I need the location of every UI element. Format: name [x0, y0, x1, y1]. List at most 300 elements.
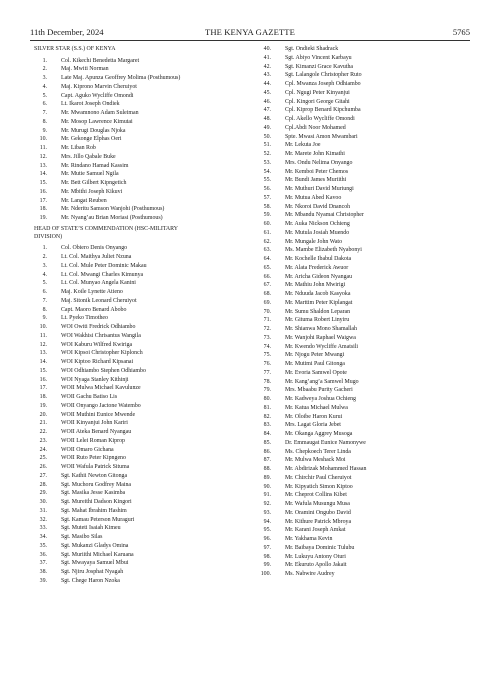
item-number: 77. — [263, 369, 271, 376]
list-item — [258, 299, 474, 308]
list-item — [258, 89, 474, 98]
item-number: 58. — [263, 203, 271, 210]
item-name: WOII Mulwa Michael Kavulunze — [61, 385, 141, 392]
list-item — [258, 491, 474, 500]
list-item — [34, 411, 250, 420]
item-name: WOII Ateka Benard Nyangau — [61, 429, 132, 435]
item-number: 80. — [263, 396, 271, 402]
item-number: 27. — [39, 472, 47, 479]
item-number: 29. — [39, 490, 47, 497]
item-name: Maj. Mwiti Norman — [61, 66, 109, 73]
item-name: Mr. Nderitu Samson Wanjohi (Posthumous) — [61, 206, 165, 213]
page-number: 5765 — [452, 27, 470, 37]
item-name: Mr. Langat Reuben — [61, 197, 107, 204]
item-name: Capt. Maoro Benard Abobo — [61, 306, 127, 313]
item-number: 15. — [39, 367, 47, 374]
item-number: 93. — [263, 509, 271, 516]
item-name: Mr. Chirchir Paul Cheruiyot — [285, 474, 352, 481]
list-item — [258, 448, 474, 457]
item-number: 20. — [39, 411, 47, 418]
item-number: 54. — [263, 168, 271, 175]
list-item — [258, 176, 474, 185]
item-name: Sgt. Kimanzi Grace Kavutha — [285, 63, 354, 70]
item-number: 76. — [263, 361, 271, 367]
item-name: Mr. Katua Michael Mulwa — [285, 404, 348, 411]
list-item — [258, 561, 474, 570]
item-name: Mr. Bett Gilbert Kipngetich — [61, 180, 127, 186]
item-name: Sgt. Mukanzi Gladys Omina — [61, 542, 129, 549]
item-number: 78. — [263, 378, 271, 385]
item-name: Ms. Chepkoech Terer Linda — [285, 448, 351, 455]
item-name: Maj. Kiprono Marvin Cheruiyot — [61, 83, 137, 90]
list-item — [34, 332, 250, 341]
item-number: 89. — [263, 474, 271, 481]
item-name: Mr. Mulwa Meshack Moi — [285, 457, 346, 464]
item-number: 60. — [263, 221, 271, 227]
item-number: 12. — [39, 341, 47, 348]
item-name: Mr. Marete John Kimathi — [285, 151, 345, 157]
list-item — [258, 290, 474, 299]
section-heading-hsc — [34, 225, 250, 241]
item-name: Mr. Gekonge Elphas Oeri — [61, 136, 122, 143]
item-number: 19. — [39, 402, 47, 409]
list-item — [258, 71, 474, 80]
item-name: WOII Muthini Eunice Mwende — [61, 411, 136, 418]
item-name: Mr. Abdirizak Mohammed Hassan — [285, 466, 367, 472]
item-name: WOI Odhiambo Stephen Odhiambo — [61, 367, 146, 374]
list-item — [258, 54, 474, 63]
item-number: 95. — [263, 527, 271, 534]
item-number: 49. — [263, 124, 271, 131]
list-item — [34, 516, 250, 525]
item-number: 26. — [39, 464, 47, 470]
item-name: Maj. Koile Lynette Atieno — [61, 289, 123, 295]
item-number: 94. — [263, 518, 271, 525]
item-name: Mr. Mathiu John Mwirigi — [285, 282, 346, 289]
list-item — [34, 507, 250, 516]
item-name: Mr. Njogu Peter Mwangi — [285, 352, 345, 359]
item-name: Sgt. Muchoru Godfrey Maina — [61, 481, 132, 488]
item-number: 91. — [263, 492, 271, 499]
item-number: 98. — [263, 553, 271, 560]
list-item — [34, 358, 250, 367]
list-item — [34, 551, 250, 560]
list-item — [258, 229, 474, 238]
item-number: 25. — [39, 455, 47, 462]
item-name: Mr. Nyang’au Brian Moriasi (Posthumous) — [61, 215, 163, 221]
item-name: Mr. Auka Nickson Ochieng — [285, 221, 350, 227]
item-name: Mr. Mosop Lawrence Kimutai — [61, 118, 133, 125]
silver-star-list — [34, 57, 250, 223]
hsc-list-continued — [258, 45, 474, 579]
item-number: 61. — [263, 229, 271, 236]
list-item — [34, 118, 250, 127]
list-item — [34, 262, 250, 271]
item-name: Mr. Baibaya Dominic Tulubu — [285, 544, 355, 551]
list-item — [34, 214, 250, 223]
item-name: Lt. Col. Munyao Angela Kanini — [61, 280, 136, 287]
item-number: 84. — [263, 431, 271, 437]
item-number: 41. — [263, 54, 271, 61]
item-number: 13. — [39, 350, 47, 357]
item-name: Sgt. Abiyo Vincent Karbayu — [285, 54, 352, 61]
item-number: 90. — [263, 483, 271, 490]
item-number: 7. — [42, 297, 47, 304]
item-number: 75. — [263, 352, 271, 359]
item-name: Mrs. Lagat Gloria Jebet — [285, 422, 341, 429]
list-item — [34, 188, 250, 197]
item-number: 99. — [263, 562, 271, 569]
list-item — [258, 544, 474, 553]
list-item — [258, 211, 474, 220]
item-number: 22. — [39, 429, 47, 435]
list-item — [34, 524, 250, 533]
list-item — [258, 194, 474, 203]
item-number: 48. — [263, 116, 271, 122]
list-item — [34, 393, 250, 402]
item-number: 18. — [39, 206, 47, 213]
list-item — [258, 316, 474, 325]
item-name: Mr. Kithure Patrick Mbroya — [285, 518, 352, 525]
list-item — [258, 526, 474, 535]
item-number: 57. — [263, 194, 271, 201]
item-name: Sgt. Muriithi Michael Karuana — [61, 551, 134, 558]
right-column — [258, 45, 474, 579]
list-item — [34, 162, 250, 171]
item-number: 53. — [263, 159, 271, 166]
list-item — [34, 376, 250, 385]
item-number: 62. — [263, 238, 271, 245]
item-name: Cpl.Abdi Noor Mohamed — [285, 124, 346, 131]
list-item — [258, 141, 474, 150]
list-item — [34, 454, 250, 463]
item-number: 79. — [263, 387, 271, 394]
item-number: 16. — [39, 376, 47, 383]
item-name: Spte. Mwasi Amon Mwambari — [285, 133, 358, 140]
item-number: 18. — [39, 394, 47, 400]
item-number: 59. — [263, 212, 271, 219]
left-column — [34, 45, 250, 586]
list-item — [258, 325, 474, 334]
item-name: Mr. Lekuta Joe — [285, 142, 321, 149]
list-item — [258, 45, 474, 54]
item-number: 17. — [39, 197, 47, 204]
item-number: 52. — [263, 151, 271, 157]
list-item — [34, 481, 250, 490]
item-number: 36. — [39, 551, 47, 558]
item-name: Mr. Bundi James Muriithi — [285, 177, 347, 184]
item-number: 72. — [263, 326, 271, 332]
item-number: 9. — [42, 127, 47, 134]
list-item — [258, 264, 474, 273]
item-number: 14. — [39, 171, 47, 178]
item-name: Late Maj. Apunza Geoffrey Molima (Posthumous) — [61, 75, 181, 81]
item-number: 65. — [263, 264, 271, 271]
item-number: 56. — [263, 186, 271, 192]
item-number: 3. — [42, 75, 47, 81]
hsc-list — [34, 244, 250, 585]
item-number: 37. — [39, 560, 47, 567]
item-number: 8. — [42, 306, 47, 313]
list-item — [34, 205, 250, 214]
item-number: 71. — [263, 317, 271, 324]
item-name: WOI Nyaga Stanley Kithinji — [61, 376, 129, 383]
item-name: Lt. Col. Mule Peter Dominic Makau — [61, 262, 147, 269]
item-number: 9. — [42, 315, 47, 322]
list-item — [258, 509, 474, 518]
list-item — [258, 378, 474, 387]
item-name: Lt. Col. Mwangi Charles Kimunya — [61, 271, 144, 278]
list-item — [34, 135, 250, 144]
item-number: 40. — [263, 46, 271, 52]
item-name: Sgt. Mureithi Dadson Kingori — [61, 499, 132, 505]
item-number: 63. — [263, 247, 271, 254]
list-item — [34, 100, 250, 109]
item-number: 92. — [263, 501, 271, 507]
list-item — [258, 80, 474, 89]
item-number: 45. — [263, 89, 271, 96]
item-number: 2. — [42, 66, 47, 73]
item-name: Cpl. Mwanza Joseph Odhiambo — [285, 81, 361, 87]
list-item — [258, 246, 474, 255]
issue-date: 11th December, 2024 — [30, 27, 104, 37]
item-name: Mr. Kang’ang’a Samwel Mugo — [285, 378, 359, 385]
item-name: WOII Ruto Peter Kipngeno — [61, 455, 126, 462]
item-number: 46. — [263, 98, 271, 105]
item-number: 33. — [39, 525, 47, 532]
list-item — [258, 106, 474, 115]
item-name: Ms. Nabwire Audrey — [285, 571, 335, 577]
item-number: 1. — [42, 245, 47, 252]
item-name: WOII Lelei Roman Kiprop — [61, 437, 125, 444]
item-name: Mr. Wanjohi Raphael Waigwa — [285, 334, 356, 341]
item-name: WOII Onyango Jactone Watembo — [61, 402, 141, 409]
item-name: Mr. Nkoroi David Dnancoh — [285, 203, 351, 210]
item-number: 83. — [263, 422, 271, 429]
item-name: Mr. Yakhama Kevin — [285, 536, 333, 542]
item-name: Sgt. Chege Haron Nzoka — [61, 577, 120, 584]
list-item — [258, 281, 474, 290]
item-number: 17. — [39, 385, 47, 392]
item-number: 23. — [39, 437, 47, 444]
item-name: Sgt. Kathii Newton Gitonga — [61, 472, 128, 479]
item-number: 30. — [39, 499, 47, 505]
item-name: WOII Kinyanjui John Kariri — [61, 420, 128, 427]
list-item — [34, 170, 250, 179]
item-name: Sgt. Ondieki Shadrack — [285, 46, 339, 52]
item-number: 31. — [39, 507, 47, 514]
item-name: Maj. Sitonik Leonard Cheruiyot — [61, 297, 137, 304]
item-number: 55. — [263, 177, 271, 184]
item-name: Mr. Kwendo Wycliffe Amatsili — [285, 343, 359, 350]
list-item — [258, 98, 474, 107]
list-item — [258, 360, 474, 369]
list-item — [34, 349, 250, 358]
list-item — [258, 404, 474, 413]
item-name: Col. Kikechi Benedetta Margaret — [61, 57, 140, 64]
item-name: Sgt. Kamau Peterson Muraguri — [61, 516, 135, 523]
list-item — [258, 413, 474, 422]
list-item — [34, 498, 250, 507]
gazette-title: THE KENYA GAZETTE — [204, 27, 295, 37]
list-item — [34, 323, 250, 332]
item-name: Mr. Kipyatich Simon Kiptoo — [285, 483, 353, 490]
item-number: 34. — [39, 534, 47, 540]
list-item — [258, 395, 474, 404]
item-number: 85. — [263, 439, 271, 446]
item-number: 19. — [39, 215, 47, 221]
list-item — [34, 437, 250, 446]
list-item — [258, 570, 474, 579]
item-name: Mr. Wafula Musungu Musa — [285, 501, 350, 507]
item-number: 2. — [42, 254, 47, 260]
item-number: 13. — [39, 162, 47, 169]
list-item — [34, 367, 250, 376]
item-number: 66. — [263, 273, 271, 280]
list-item — [34, 542, 250, 551]
item-name: Mr. Cheprot Collins Kibet — [285, 492, 347, 499]
item-name: Mr. Karani Joseph Amkat — [285, 527, 346, 534]
list-item — [34, 463, 250, 472]
list-item — [34, 472, 250, 481]
item-number: 28. — [39, 481, 47, 488]
list-item — [34, 127, 250, 136]
list-item — [258, 343, 474, 352]
item-number: 7. — [42, 110, 47, 116]
item-name: Mrs. Ondu Nelima Onyango — [285, 159, 353, 166]
item-number: 82. — [263, 413, 271, 420]
list-item — [258, 483, 474, 492]
list-item — [258, 238, 474, 247]
item-number: 73. — [263, 334, 271, 341]
list-item — [258, 150, 474, 159]
item-name: Mr. Kadweya Joshua Ochieng — [285, 396, 356, 402]
list-item — [34, 83, 250, 92]
list-item — [258, 456, 474, 465]
item-number: 38. — [39, 569, 47, 575]
list-item — [34, 568, 250, 577]
list-item — [34, 446, 250, 455]
item-number: 96. — [263, 536, 271, 542]
item-name: Col. Obiero Denis Onyango — [61, 245, 128, 252]
list-item — [258, 255, 474, 264]
list-item — [258, 421, 474, 430]
item-number: 4. — [42, 83, 47, 90]
list-item — [258, 386, 474, 395]
item-number: 11. — [39, 332, 47, 339]
item-name: Lt. Ikarot Joseph Ondiek — [61, 101, 120, 108]
item-name: Mr. Nduuda Jacob Kasyoka — [285, 291, 351, 297]
list-item — [34, 92, 250, 101]
item-name: WOI Kipsoi Christopher Kiplonch — [61, 350, 143, 357]
list-item — [258, 430, 474, 439]
item-name: Sgt. Masika Jesse Kasimba — [61, 490, 126, 497]
list-item — [258, 63, 474, 72]
item-name: Mr. Mutie Samuel Ngila — [61, 171, 119, 178]
item-number: 32. — [39, 516, 47, 523]
item-name: Mrs. Jillo Qabale Buke — [61, 153, 116, 160]
list-item — [34, 314, 250, 323]
list-item — [258, 351, 474, 360]
item-number: 50. — [263, 133, 271, 140]
item-number: 97. — [263, 544, 271, 551]
list-item — [258, 308, 474, 317]
item-name: Mr. Murugi Douglas Njoka — [61, 127, 126, 134]
item-number: 88. — [263, 466, 271, 472]
item-name: Mr. Mutula Josiah Muendo — [285, 229, 350, 236]
item-name: WOII Omaro Gichana — [61, 446, 114, 453]
item-name: Mr. Sumu Shaldon Leparan — [285, 308, 351, 315]
item-name: Mr. Marttim Peter Kiplangat — [285, 299, 353, 306]
list-item — [34, 153, 250, 162]
item-name: Mr. Mungale John Wato — [285, 238, 343, 245]
item-name: Cpl. Akello Wycliffe Omondi — [285, 116, 355, 122]
item-name: Mr. Mutimi Paul Gitonga — [285, 361, 345, 367]
item-number: 16. — [39, 188, 47, 195]
item-name: Mr. Liban Rob — [61, 145, 96, 151]
item-number: 21. — [39, 420, 47, 427]
list-item — [258, 465, 474, 474]
list-item — [34, 489, 250, 498]
item-number: 6. — [42, 289, 47, 295]
item-number: 51. — [263, 142, 271, 149]
list-item — [258, 273, 474, 282]
item-number: 81. — [263, 404, 271, 411]
item-number: 10. — [39, 136, 47, 143]
item-name: Mr. Mbithi Joseph Kikuvi — [61, 188, 123, 195]
item-name: Sgt. Mwayaya Samuel Mbui — [61, 560, 129, 567]
list-item — [258, 553, 474, 562]
item-name: Capt. Aguko Wycliffe Omondi — [61, 92, 134, 99]
header-rule — [30, 40, 470, 41]
item-number: 35. — [39, 542, 47, 549]
list-item — [258, 518, 474, 527]
list-item — [34, 74, 250, 83]
item-number: 6. — [42, 101, 47, 108]
list-item — [258, 168, 474, 177]
list-item — [34, 279, 250, 288]
item-number: 15. — [39, 180, 47, 186]
item-name: Mr. Mutua Abed Kavoo — [285, 194, 342, 201]
item-name: WOI Kiptoo Richard Kipsanai — [61, 359, 134, 365]
item-number: 69. — [263, 299, 271, 306]
section-heading-silver-star: SILVER STAR (S.S.) OF KENYA — [34, 46, 116, 52]
list-item — [258, 535, 474, 544]
item-name: Dr. Emmaugat Eunice Namonywe — [285, 439, 366, 446]
item-name: Mrs. Mbaabu Purity Gacheri — [285, 387, 353, 394]
item-number: 74. — [263, 343, 271, 350]
item-number: 1. — [42, 57, 47, 64]
item-name: Mr. Oloibe Haron Kurui — [285, 413, 343, 420]
item-number: 43. — [263, 72, 271, 79]
item-name: WOI Kaburu Wilfred Kwiriga — [61, 341, 133, 348]
list-item — [34, 109, 250, 118]
item-number: 68. — [263, 291, 271, 297]
item-name: WOII Gachu Batiso Lis — [61, 394, 118, 400]
list-item — [258, 369, 474, 378]
item-name: Sgt. Mahat Ibrahim Hashim — [61, 507, 127, 514]
list-item — [34, 288, 250, 297]
item-name: Mr. Ekuruto Apollo Jakait — [285, 562, 347, 569]
item-name: WOI Wakhisi Chrisantus Wangila — [61, 332, 141, 339]
list-item — [34, 428, 250, 437]
item-name: Mr. Oramini Ongubo David — [285, 509, 351, 516]
hsc-heading-line1: HEAD OF STATE’S COMMENDATION (HSC-MILITARY — [34, 226, 179, 233]
item-number: 5. — [42, 92, 47, 99]
item-name: Mr. Gituma Robert Linyiru — [285, 317, 350, 324]
item-name: WOI Owiti Fredrick Odhiambo — [61, 324, 136, 330]
item-number: 39. — [39, 577, 47, 584]
